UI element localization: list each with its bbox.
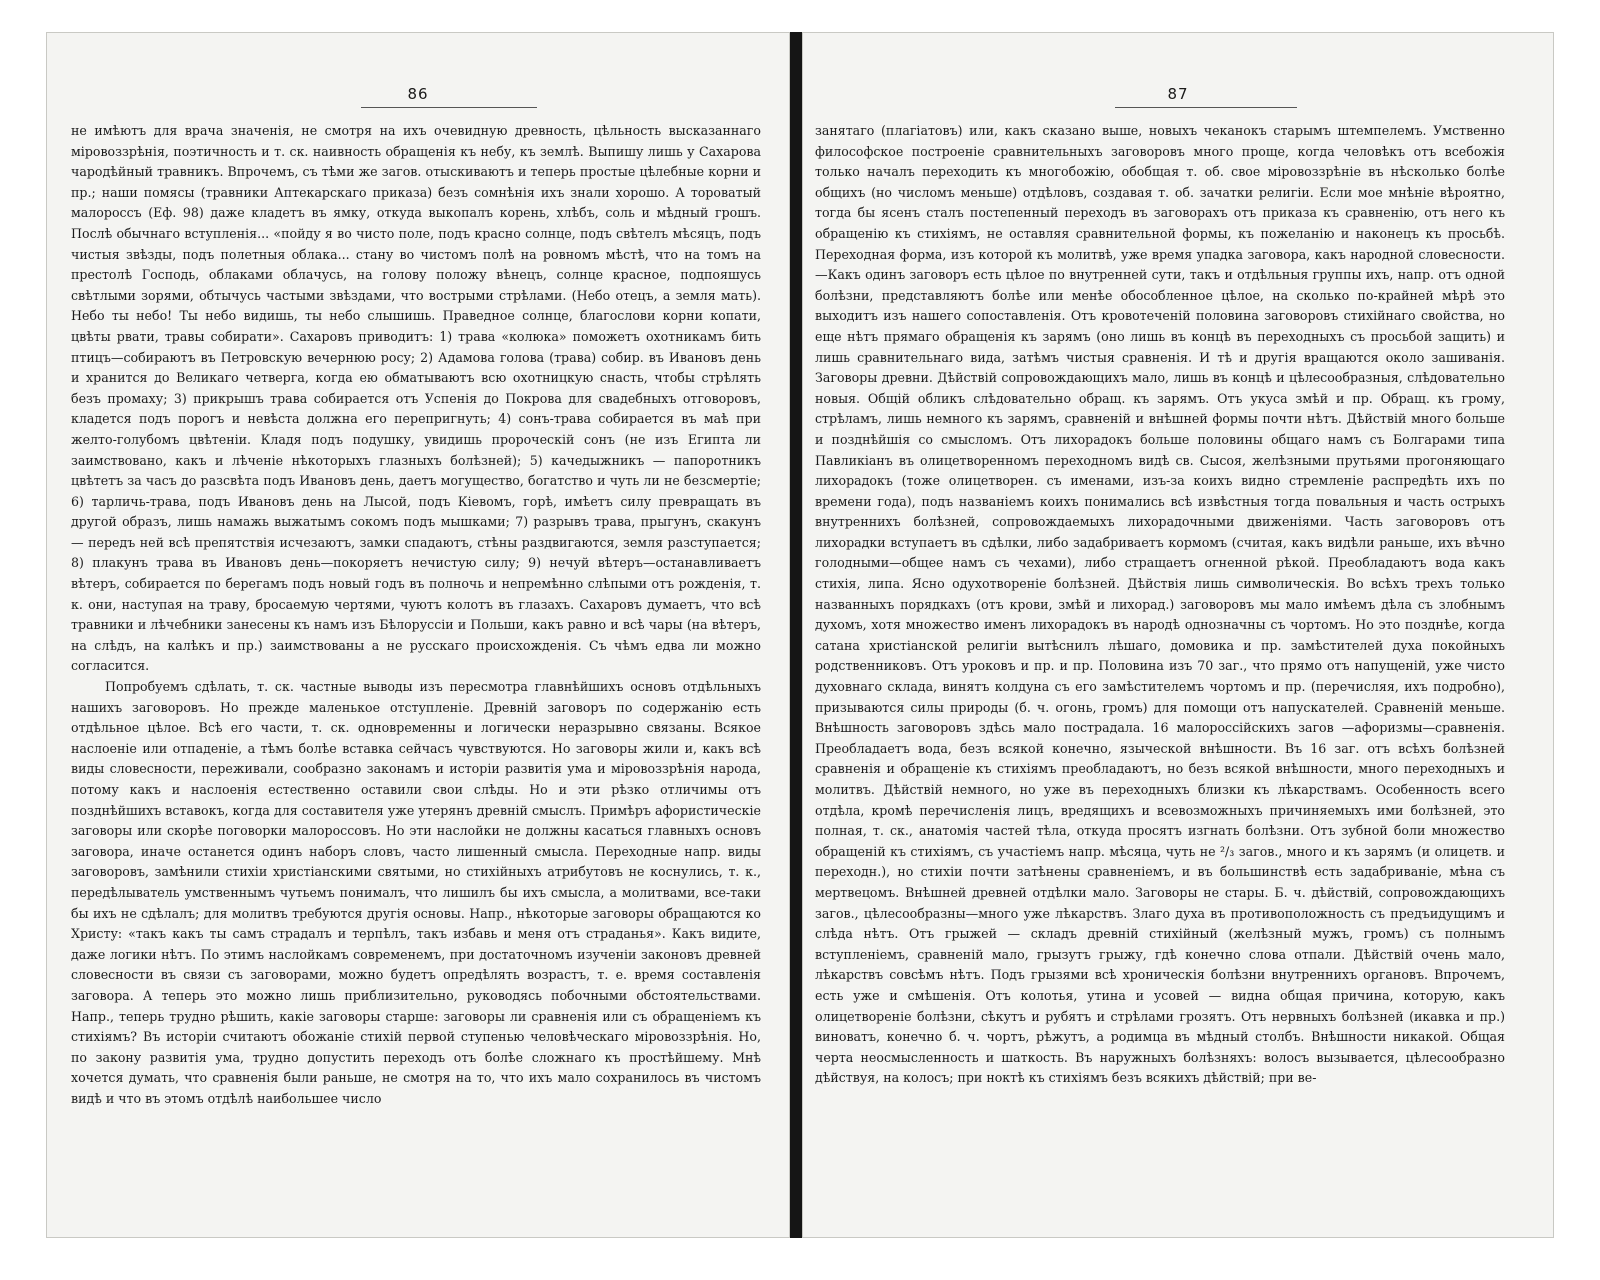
right-paragraph-1: занятаго (плагіатовъ) или, какъ сказано выше, новыхъ чеканокъ старымъ штемпелемъ. Умственно философское построеніе сравнительныхъ заговоровъ много проще, когда человѣкъ отъ всебожія только началъ переходить къ многобожію, обобщая т. об. свое міровоззрѣніе въ нѣсколько болѣе общихъ (но числомъ меньше) отдѣловъ, создавая т. об. зачатки религіи. Если мое мнѣніе вѣроятно, тогда бы ясенъ сталъ постепенный переходъ въ заговорахъ отъ приказа къ сравненію, отъ него къ обращенію къ стихіямъ, не оставляя сравнительной формы, къ пожеланію и наконецъ къ просьбѣ. Переходная форма, изъ которой къ молитвѣ, уже время упадка заговора, какъ народной словесности.—Какъ одинъ заговоръ есть цѣлое по внутренней сути, такъ и отдѣльныя группы ихъ, напр. отъ одной болѣзни, представляютъ болѣе или менѣе обособленное цѣлое, на сколько по-крайней мѣрѣ это выходитъ изъ нашего сопоставленія. Отъ кровотеченій половина заговоровъ стихійнаго свойства, но еще нѣтъ прямаго обращенія къ зарямъ (оно лишь въ концѣ въ переходныхъ съ просьбой защить) и лишь сравнительнаго вида, затѣмъ чистыя сравненія. И тѣ и другія вращаются около зашиванія. Заговоры древни. Дѣйствій сопровождающихъ мало, лишь въ концѣ и цѣлесообразныя, слѣдовательно новыя. Общій обликъ слѣдовательно обращ. къ зарямъ. Отъ укуса змѣй и пр. Обращ. къ грому, стрѣламъ, лишь немного къ зарямъ, сравненій и внѣшней формы почти нѣтъ. Дѣйствій много больше и позднѣйшія со смысломъ. Отъ лихорадокъ больше половины общаго намъ съ Болгарами типа Павликіанъ въ олицетворенномъ переходномъ видѣ св. Сысоя, желѣзными прутьями прогоняющаго лихорадокъ (тоже олицетворен. съ именами, изъ-за коихъ видно стремленіе распредѣть ихъ по времени года), подъ названіемъ коихъ понимались всѣ извѣстныя тогда повальныя и часть острыхъ внутреннихъ болѣзней, сопровождаемыхъ лихорадочными движеніями. Часть заговоровъ отъ лихорадки вступаетъ въ сдѣлки, либо задабриваетъ кормомъ (считая, какъ видѣли раньше, ихъ вѣчно голодными—общее намъ съ чехами), либо стращаетъ огненной рѣкой. Преобладаютъ вода какъ стихія, липа. Ясно одухотвореніе болѣзней. Дѣйствія лишь символическія. Во всѣхъ трехъ только названныхъ порядкахъ (отъ крови, змѣй и лихорад.) заговоровъ мы мало имѣемъ дѣла съ злобнымъ духомъ, хотя множество именъ лихорадокъ въ народѣ однозначны съ чортомъ. Но это позднѣе, когда сатана христіанской религіи вытѣснилъ лѣшаго, домовика и пр. замѣстителей духа покойныхъ родственниковъ. Отъ уроковъ и пр. и пр. Половина изъ 70 заг., что прямо отъ напущеній, уже чисто духовнаго склада, винятъ колдуна съ его замѣстителемъ чортомъ и пр. (перечисляя, ихъ подробно), призываются силы природы (б. ч. огонь, громъ) для помощи отъ напускателей. Сравненій меньше. Внѣшность заговоровъ здѣсь мало пострадала. 16 малороссійскихъ загов —афоризмы—сравненія. Преобладаетъ вода, безъ всякой конечно, языческой внѣшности. Въ 16 заг. отъ всѣхъ болѣзней сравненія и обращеніе къ стихіямъ преобладаютъ, но безъ всякой внѣшности, много переходныхъ и молитвъ. Дѣйствій немного, но уже въ переходныхъ близки къ лѣкарствамъ. Особенность всего отдѣла, кромѣ перечисленія лицъ, вредящихъ и всевозможныхъ причиняемыхъ ими болѣзней, это полная, т. ск., анатомія частей тѣла, откуда просятъ изгнать болѣзни. Отъ зубной боли множество обращеній къ стихіямъ, съ участіемъ напр. мѣсяца, чуть не ²/₃ загов., много и къ зарямъ (и олицетв. и переходн.), но стихіи почти затѣнены сравненіемъ, и въ большинствѣ есть задабриваніе, мѣна съ мертвецомъ. Внѣшней древней отдѣлки мало. Заговоры не стары. Б. ч. дѣйствій, сопровождающихъ загов., цѣлесообразны—много уже лѣкарствъ. Злаго духа въ противоположность съ предъидущимъ и слѣда нѣтъ. Отъ грыжей — складъ древній стихійный (желѣзный мужъ, громъ) съ полнымъ вступленіемъ, сравненій мало, грызутъ грыжу, гдѣ конечно слова отпали. Дѣйствій очень мало, лѣкарствъ совсѣмъ нѣтъ. Подъ грызями всѣ хроническія болѣзни внутреннихъ органовъ. Впрочемъ, есть уже и смѣшенія. Отъ колотья, утина и усовей — видна общая причина, которую, какъ олицетвореніе болѣзни, сѣкутъ и рубятъ и стрѣлами грозятъ. Отъ нервныхъ болѣзней (икавка и пр.) виноватъ, конечно б. ч. чортъ, рѣжутъ, а родимца въ мѣдный столбъ. Внѣшности никакой. Общая черта неосмысленность и шаткость. Въ наружныхъ болѣзняхъ: волосъ вызывается, цѣлесообразно дѣйствуя, на колосъ; при ноктѣ къ стихіямъ безъ всякихъ дѣйствій; при ве- xyxy=(815,123,1505,1086)
left-page-rule xyxy=(361,107,537,108)
left-page xyxy=(46,32,790,1238)
right-page-text xyxy=(815,121,1505,1089)
left-page-number: 86 xyxy=(407,85,429,103)
right-page-rule xyxy=(1115,107,1297,108)
left-page-text xyxy=(71,121,761,1110)
right-page xyxy=(802,32,1554,1238)
right-page-number: 87 xyxy=(1167,85,1189,103)
left-paragraph-1: не имѣютъ для врача значенія, не смотря на ихъ очевидную древность, цѣльность высказаннаго міровоззрѣнія, поэтичность и т. ск. наивность обращенія къ небу, къ землѣ. Выпишу лишь у Сахарова чародѣйный травникъ. Впрочемъ, съ тѣми же загов. отыскиваютъ и теперь простые цѣлебные корни и пр.; наши помясы (травники Аптекарскаго приказа) безъ сомнѣнія ихъ знали хорошо. А тороватый малороссъ (Еф. 98) даже кладетъ въ ямку, откуда выкопалъ корень, хлѣбъ, соль и мѣдный грошъ. Послѣ обычнаго вступленія... «пойду я во чисто поле, подъ красно солнце, подъ свѣтелъ мѣсяцъ, подъ чистыя звѣзды, подъ полетныя облака... стану во чистомъ полѣ на ровномъ мѣстѣ, что на томъ на престолѣ Господь, облаками облачусь, на голову положу вѣнецъ, солнце красное, подпояшусь свѣтлыми зорями, обтычусь частыми звѣздами, что вострыми стрѣлами. (Небо отецъ, а земля мать). Небо ты небо! Ты небо видишь, ты небо слышишь. Праведное солнце, благослови корни копати, цвѣты рвати, травы собирати». Сахаровъ приводитъ: 1) трава «колюка» поможетъ охотникамъ бить птицъ—собираютъ въ Петровскую вечернюю росу; 2) Адамова голова (трава) собир. въ Ивановъ день и хранится до Великаго четверга, когда ею обматываютъ всю охотницкую снасть, чтобы стрѣлять безъ промаху; 3) прикрышъ трава собирается отъ Успенія до Покрова для свадебныхъ отговоровъ, кладется подъ порогъ и невѣста должна его перепригнуть; 4) сонъ-трава собирается въ маѣ при желто-голубомъ цвѣтеніи. Кладя подъ подушку, увидишь пророческій сонъ (не изъ Египта ли заимствовано, какъ и лѣченіе нѣкоторыхъ глазныхъ болѣзней); 5) качедыжникъ — папоротникъ цвѣтетъ за часъ до разсвѣта подъ Ивановъ день, даетъ могущество, богатство и чуть ли не безсмертіе; 6) тарличь-трава, подъ Ивановъ день на Лысой, подъ Кіевомъ, горѣ, имѣетъ силу превращать въ другой образъ, лишь намажь выжатымъ сокомъ подъ мышками; 7) разрывъ трава, прыгунъ, скакунъ — передъ ней всѣ препятствія исчезаютъ, замки спадаютъ, стѣны раздвигаются, земля разступается; 8) плакунъ трава въ Ивановъ день—покоряетъ нечистую силу; 9) нечуй вѣтеръ—останавливаетъ вѣтеръ, собирается по берегамъ подъ новый годъ въ полночь и непремѣнно слѣпыми отъ рожденія, т. к. они, наступая на траву, бросаемую чертями, чуютъ колотъ въ глазахъ. Сахаровъ думаетъ, что всѣ травники и лѣчебники занесены къ намъ изъ Бѣлоруссіи и Польши, какъ равно и всѣ чары (на вѣтеръ, на слѣдъ, на калѣкъ и пр.) заимствованы а не русскаго происхожденія. Съ чѣмъ едва ли можно согласится. xyxy=(71,123,761,674)
book-gutter xyxy=(790,32,802,1238)
left-paragraph-2: Попробуемъ сдѣлать, т. ск. частные выводы изъ пересмотра главнѣйшихъ основъ отдѣльныхъ нашихъ заговоровъ. Но прежде маленькое отступленіе. Древній заговоръ по содержанію есть отдѣльное цѣлое. Всѣ его части, т. ск. одновременны и логически неразрывно связаны. Всякое наслоеніе или отпаденіе, а тѣмъ болѣе вставка сейчасъ чувствуются. Но заговоры жили и, какъ всѣ виды словесности, переживали, сообразно законамъ и исторіи развитія ума и міровоззрѣнія народа, потому какъ и наслоенія естественно оставили свои слѣды. Но и эти рѣзко отличимы отъ позднѣйшихъ вставокъ, когда для составителя уже утерянъ древній смыслъ. Примѣръ афористическіе заговоры или скорѣе поговорки малороссовъ. Но эти наслойки не должны касаться главныхъ основъ заговора, иначе останется одинъ наборъ словъ, часто лишенный смысла. Переходные напр. виды заговоровъ, замѣнили стихіи христіанскими святыми, но стихійныхъ атрибутовъ не коснулись, т. к., передѣлыватель умственнымъ чутьемъ понималъ, что лишилъ бы ихъ смысла, а молитвами, все-таки бы ихъ не сдѣлалъ; для молитвъ требуются другія основы. Напр., нѣкоторые заговоры обращаются ко Христу: «такъ какъ ты самъ страдалъ и терпѣлъ, такъ избавь и меня отъ страданья». Какъ видите, даже логики нѣтъ. По этимъ наслойкамъ современемъ, при достаточномъ изученіи законовъ древней словесности въ связи съ заговорами, можно будетъ опредѣлять возрастъ, т. е. время составленія заговора. А теперь это можно лишь приблизительно, руководясь побочными обстоятельствами. Напр., теперь трудно рѣшить, какіе заговоры старше: заговоры ли сравненія или съ обращеніемъ къ стихіямъ? Въ исторіи считаютъ обожаніе стихій первой ступенью человѣческаго міровоззрѣнія. Но, по закону развитія ума, трудно допустить переходъ отъ болѣе сложнаго къ простѣйшему. Мнѣ хочется думать, что сравненія были раньше, не смотря на то, что ихъ мало сохранилось въ чистомъ видѣ и что въ этомъ отдѣлѣ наибольшее число xyxy=(71,679,761,1106)
